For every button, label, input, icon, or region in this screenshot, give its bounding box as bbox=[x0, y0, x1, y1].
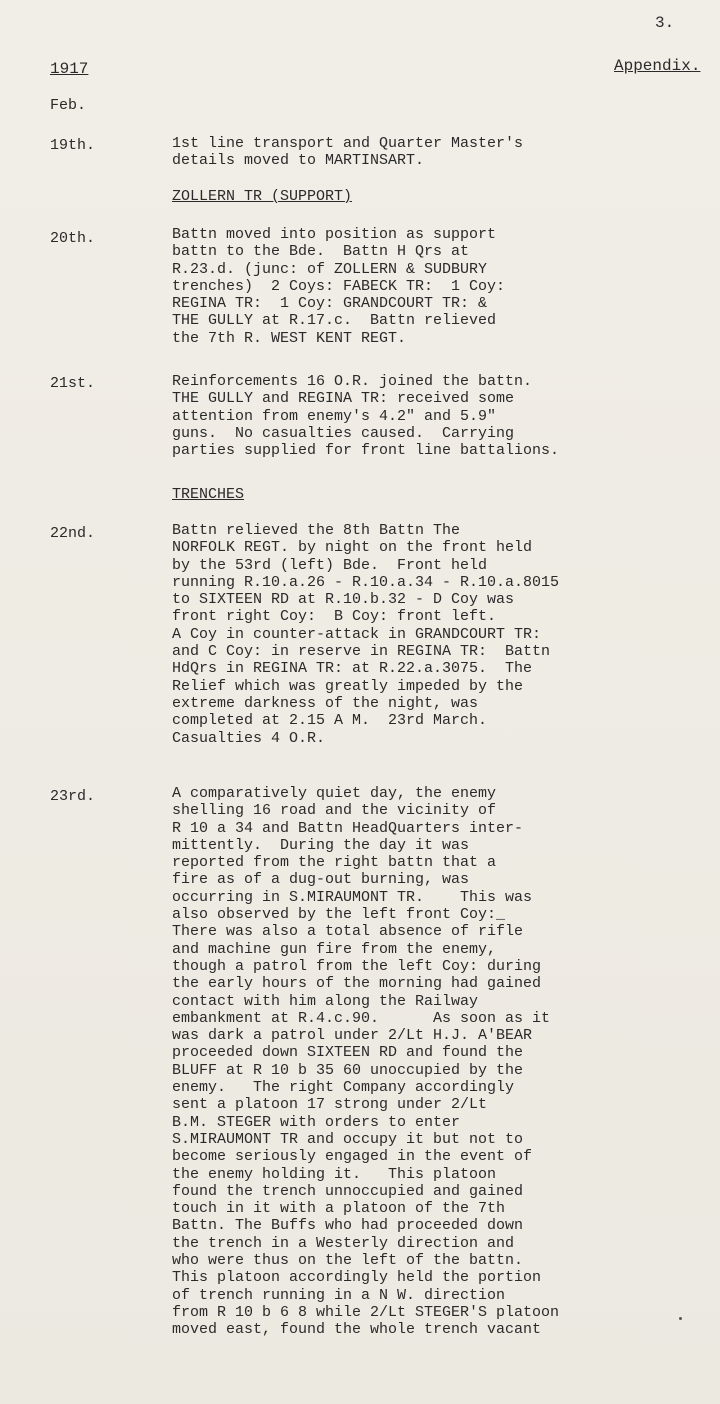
entry-line: occurring in S.MIRAUMONT TR. This was bbox=[172, 888, 533, 906]
entry-line: sent a platoon 17 strong under 2/Lt bbox=[172, 1096, 488, 1114]
entry-body-21st bbox=[172, 373, 712, 459]
entry-line: THE GULLY at R.17.c. Battn relieved bbox=[172, 312, 497, 330]
entry-line: A Coy in counter-attack in GRANDCOURT TR: bbox=[172, 625, 542, 643]
entry-line: though a patrol from the left Coy: during bbox=[172, 957, 542, 975]
entry-body-22nd bbox=[172, 522, 712, 747]
entry-line: battn to the Bde. Battn H Qrs at bbox=[172, 243, 470, 261]
entry-line: the trench in a Westerly direction and bbox=[172, 1234, 515, 1252]
month-label: Feb. bbox=[50, 97, 87, 114]
entry-line: enemy. The right Company accordingly bbox=[172, 1079, 515, 1097]
entry-line: the early hours of the morning had gained bbox=[172, 975, 542, 993]
entry-line: There was also a total absence of rifle bbox=[172, 923, 524, 941]
entry-line: moved east, found the whole trench vacant bbox=[172, 1321, 542, 1339]
entry-line: was dark a patrol under 2/Lt H.J. A'BEAR bbox=[172, 1027, 533, 1045]
entry-line: details moved to MARTINSART. bbox=[172, 152, 425, 170]
entry-line: REGINA TR: 1 Coy: GRANDCOURT TR: & bbox=[172, 295, 488, 313]
entry-line: who were thus on the left of the battn. bbox=[172, 1252, 524, 1270]
appendix-label: Appendix. bbox=[614, 57, 701, 75]
entry-line: become seriously engaged in the event of bbox=[172, 1148, 533, 1166]
entry-line: embankment at R.4.c.90. As soon as it bbox=[172, 1009, 551, 1027]
entry-line: of trench running in a N W. direction bbox=[172, 1286, 506, 1304]
entry-line: NORFOLK REGT. by night on the front held bbox=[172, 539, 533, 557]
entry-line: mittently. During the day it was bbox=[172, 836, 470, 854]
entry-line: by the 53rd (left) Bde. Front held bbox=[172, 556, 488, 574]
entry-line: Battn moved into position as support bbox=[172, 226, 497, 243]
entry-line: guns. No casualties caused. Carrying bbox=[172, 424, 515, 442]
entry-line: attention from enemy's 4.2" and 5.9" bbox=[172, 407, 497, 425]
entry-line: shelling 16 road and the vicinity of bbox=[172, 802, 497, 820]
entry-line: S.MIRAUMONT TR and occupy it but not to bbox=[172, 1130, 524, 1148]
entry-line: A comparatively quiet day, the enemy bbox=[172, 785, 497, 802]
entry-date-21st: 21st. bbox=[50, 375, 96, 392]
entry-line: fire as of a dug-out burning, was bbox=[172, 871, 470, 889]
entry-line: This platoon accordingly held the portion bbox=[172, 1269, 542, 1287]
entry-line: touch in it with a platoon of the 7th bbox=[172, 1200, 506, 1218]
year-heading: 1917 bbox=[50, 60, 89, 78]
entry-line: THE GULLY and REGINA TR: received some bbox=[172, 390, 515, 408]
entry-line: R 10 a 34 and Battn HeadQuarters inter- bbox=[172, 819, 524, 837]
entry-body-19th bbox=[172, 135, 712, 170]
entry-line: to SIXTEEN RD at R.10.b.32 - D Coy was bbox=[172, 591, 515, 609]
entry-line: 1st line transport and Quarter Master's bbox=[172, 135, 524, 152]
entry-line: running R.10.a.26 - R.10.a.34 - R.10.a.8015 bbox=[172, 573, 560, 591]
entry-line: front right Coy: B Coy: front left. bbox=[172, 608, 497, 626]
entry-line: parties supplied for front line battalions. bbox=[172, 442, 560, 460]
section-heading-trenches: TRENCHES bbox=[172, 486, 245, 503]
entry-line: HdQrs in REGINA TR: at R.22.a.3075. The bbox=[172, 660, 533, 678]
page-number: 3. bbox=[655, 14, 675, 32]
entry-line: B.M. STEGER with orders to enter bbox=[172, 1113, 461, 1131]
entry-line: extreme darkness of the night, was bbox=[172, 694, 479, 712]
entry-line: BLUFF at R 10 b 35 60 unoccupied by the bbox=[172, 1061, 524, 1079]
entry-line: Relief which was greatly impeded by the bbox=[172, 677, 524, 695]
entry-line: completed at 2.15 A M. 23rd March. bbox=[172, 712, 488, 730]
entry-line: Battn relieved the 8th Battn The bbox=[172, 522, 461, 539]
entry-body-23rd bbox=[172, 785, 712, 1339]
entry-line: and C Coy: in reserve in REGINA TR: Battn bbox=[172, 643, 551, 661]
entry-line: Casualties 4 O.R. bbox=[172, 729, 326, 747]
entry-line: Battn. The Buffs who had proceeded down bbox=[172, 1217, 524, 1235]
entry-date-19th: 19th. bbox=[50, 137, 96, 154]
entry-line: trenches) 2 Coys: FABECK TR: 1 Coy: bbox=[172, 277, 506, 295]
entry-line: the 7th R. WEST KENT REGT. bbox=[172, 329, 407, 347]
entry-date-23rd: 23rd. bbox=[50, 788, 96, 805]
entry-line: proceeded down SIXTEEN RD and found the bbox=[172, 1044, 524, 1062]
entry-line: from R 10 b 6 8 while 2/Lt STEGER'S platoon bbox=[172, 1303, 560, 1321]
paper-speck bbox=[679, 1317, 682, 1320]
entry-date-22nd: 22nd. bbox=[50, 525, 96, 542]
entry-date-20th: 20th. bbox=[50, 230, 96, 247]
entry-line: R.23.d. (junc: of ZOLLERN & SUDBURY bbox=[172, 260, 488, 278]
entry-body-20th bbox=[172, 226, 712, 347]
section-heading-zollern: ZOLLERN TR (SUPPORT) bbox=[172, 188, 353, 205]
entry-line: contact with him along the Railway bbox=[172, 992, 479, 1010]
entry-line: the enemy holding it. This platoon bbox=[172, 1165, 497, 1183]
entry-line: reported from the right battn that a bbox=[172, 854, 497, 872]
entry-line: and machine gun fire from the enemy, bbox=[172, 940, 497, 958]
entry-line: Reinforcements 16 O.R. joined the battn. bbox=[172, 373, 533, 390]
entry-line: found the trench unnoccupied and gained bbox=[172, 1182, 524, 1200]
entry-line: also observed by the left front Coy:_ bbox=[172, 906, 506, 924]
